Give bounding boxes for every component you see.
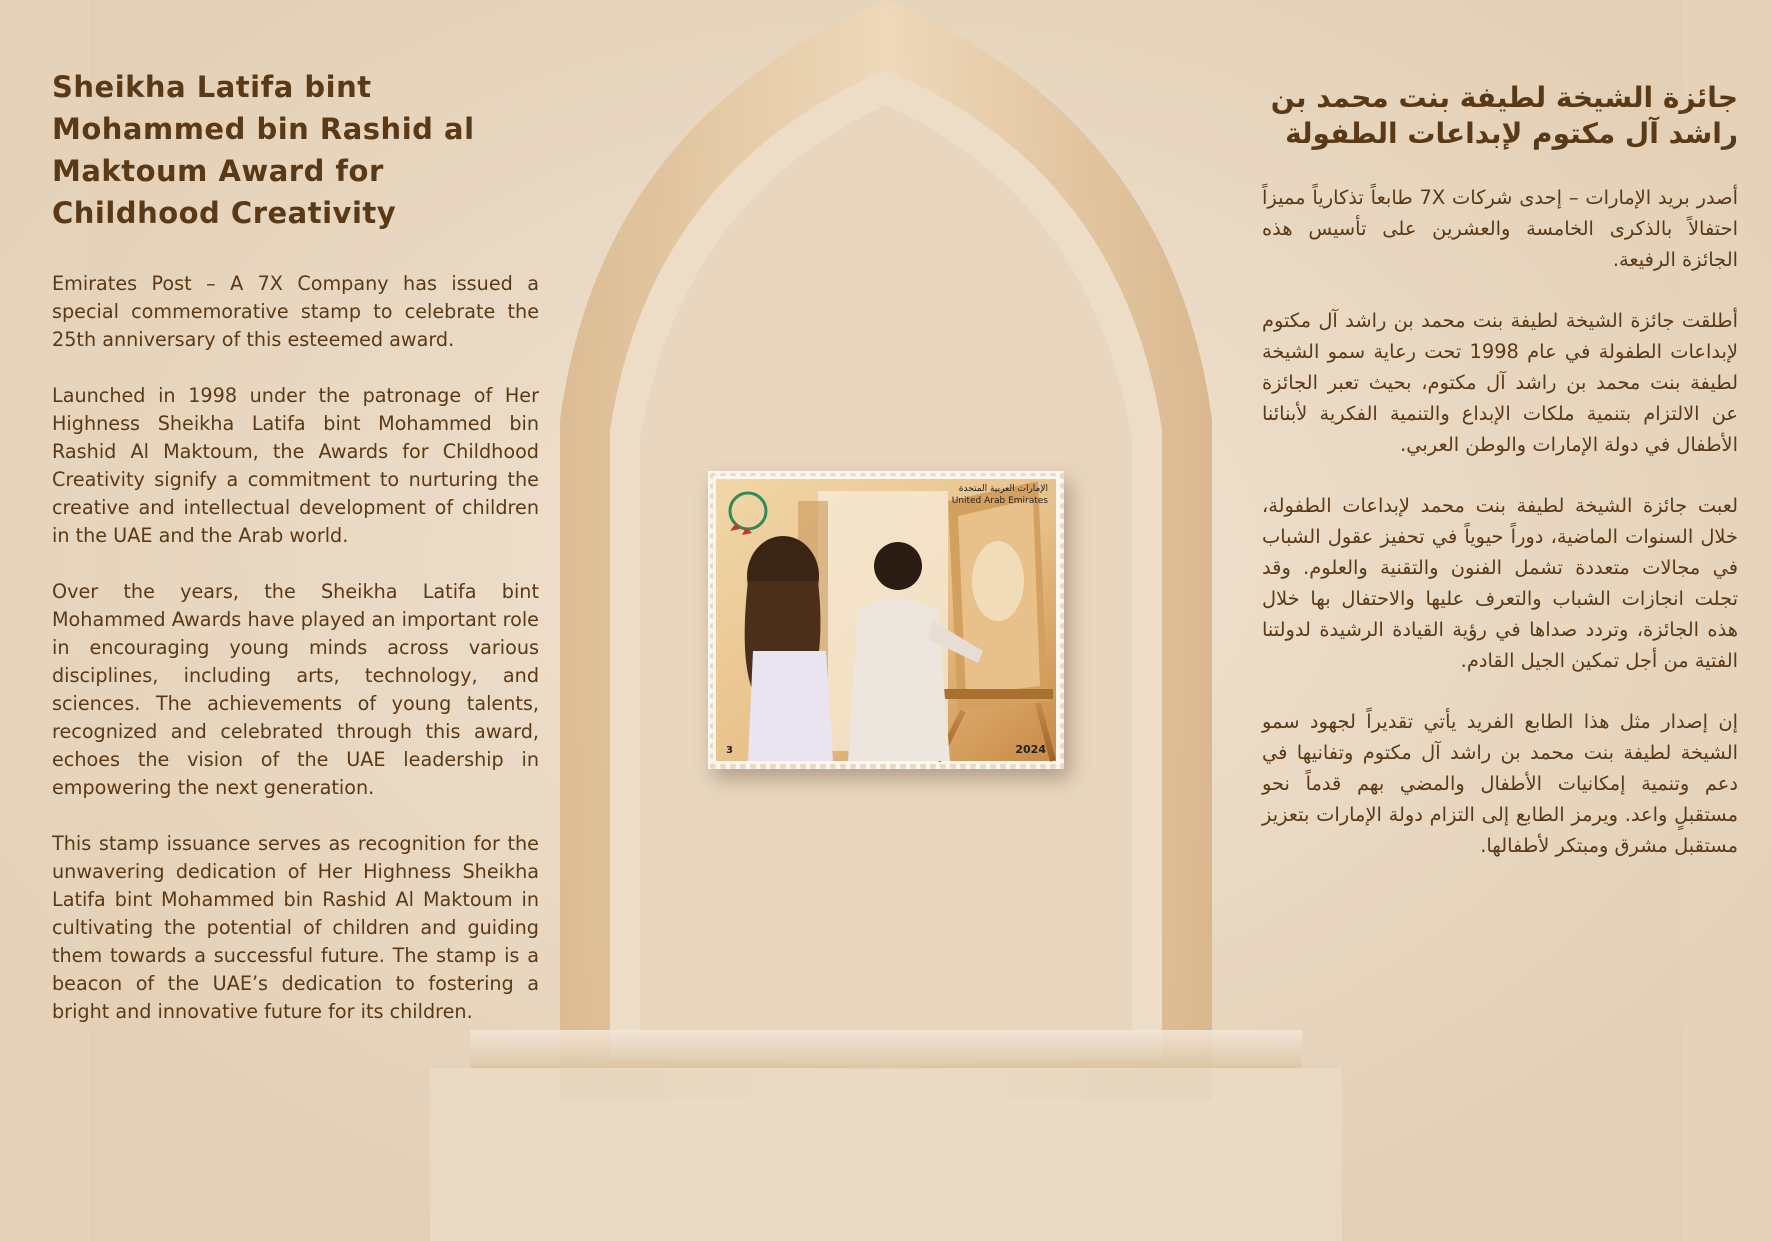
english-paragraph-2: Launched in 1998 under the patronage of Her Highness Sheikha Latifa bint Mohammed bin Rashid Al Maktoum, the Awards for Childhood Creativity signify a commitment to nurturing the creative and intellectual development of children in the UAE and the Arab world. xyxy=(52,384,539,547)
arabic-title: جائزة الشيخة لطيفة بنت محمد بن راشد آل مكتوم لإبداعات الطفولة xyxy=(1270,81,1738,150)
arabic-paragraph-4: إن إصدار مثل هذا الطابع الفريد يأتي تقديراً لجهود سمو الشيخة لطيفة بنت محمد بن راشد آل مكتوم وتفانيها في دعم وتنمية إمكانيات الأطفال والمضي بهم قدماً نحو مستقبلٍ واعد. ويرمز الطابع إلى التزام دولة الإمارات بتعزيز مستقبل مشرق ومبتكر لأطفالها. xyxy=(1262,710,1738,857)
stamp-country-arabic: الإمارات العربية المتحدة xyxy=(958,484,1048,494)
english-paragraph-3: Over the years, the Sheikha Latifa bint Mohammed Awards have played an important role in encouraging young minds across various disciplines, including arts, technology, and sciences. The achievements of young talents, recognized and celebrated through this award, echoes the vision of the UAE leadership in empowering the next generation. xyxy=(52,580,539,799)
english-text-column xyxy=(52,66,539,1054)
commemorative-stamp xyxy=(708,471,1064,769)
stamp-year: 2024 xyxy=(1015,743,1046,756)
stamp-country-english: United Arab Emirates xyxy=(951,496,1048,506)
english-paragraph-4: This stamp issuance serves as recognition for the unwavering dedication of Her Highness Sheikha Latifa bint Mohammed bin Rashid Al Maktoum in cultivating the potential of children and guiding them towards a successful future. The stamp is a beacon of the UAE’s dedication to fostering a bright and innovative future for its children. xyxy=(52,832,539,1023)
arabic-paragraph-2: أطلقت جائزة الشيخة لطيفة بنت محمد بن راشد آل مكتوم لإبداعات الطفولة في عام 1998 تحت رعاية سمو الشيخة لطيفة بنت محمد بن راشد آل مكتوم، بحيث تعبر الجائزة عن الالتزام بتنمية ملكات الإبداع والتنمية الفكرية لأبنائنا الأطفال في دولة الإمارات والوطن العربي. xyxy=(1262,309,1738,456)
arabic-text-column xyxy=(1262,80,1738,891)
stamp-denomination: 3 xyxy=(726,745,733,756)
stamp-artwork xyxy=(708,471,1064,769)
arabic-paragraph-1: أصدر بريد الإمارات – إحدى شركات 7X طابعاً تذكارياً مميزاً احتفالاً بالذكرى الخامسة والعشرين على تأسيس هذه الجائزة الرفيعة. xyxy=(1262,186,1738,271)
english-paragraph-1: Emirates Post – A 7X Company has issued a special commemorative stamp to celebrate the 25th anniversary of this esteemed award. xyxy=(52,272,539,351)
arabic-paragraph-3: لعبت جائزة الشيخة لطيفة بنت محمد لإبداعات الطفولة، خلال السنوات الماضية، دوراً حيوياً في تحفيز عقول الشباب في مجالات متعددة تشمل الفنون والتقنية والعلوم. وقد تجلت انجازات الشباب والتعرف عليها والاحتفال بها خلال هذه الجائزة، وتردد صداها في رؤية القيادة الرشيدة لدولتنا الفتية من أجل تمكين الجيل القادم. xyxy=(1262,494,1738,672)
english-title: Sheikha Latifa bint Mohammed bin Rashid al Maktoum Award for Childhood Creativity xyxy=(52,70,475,230)
